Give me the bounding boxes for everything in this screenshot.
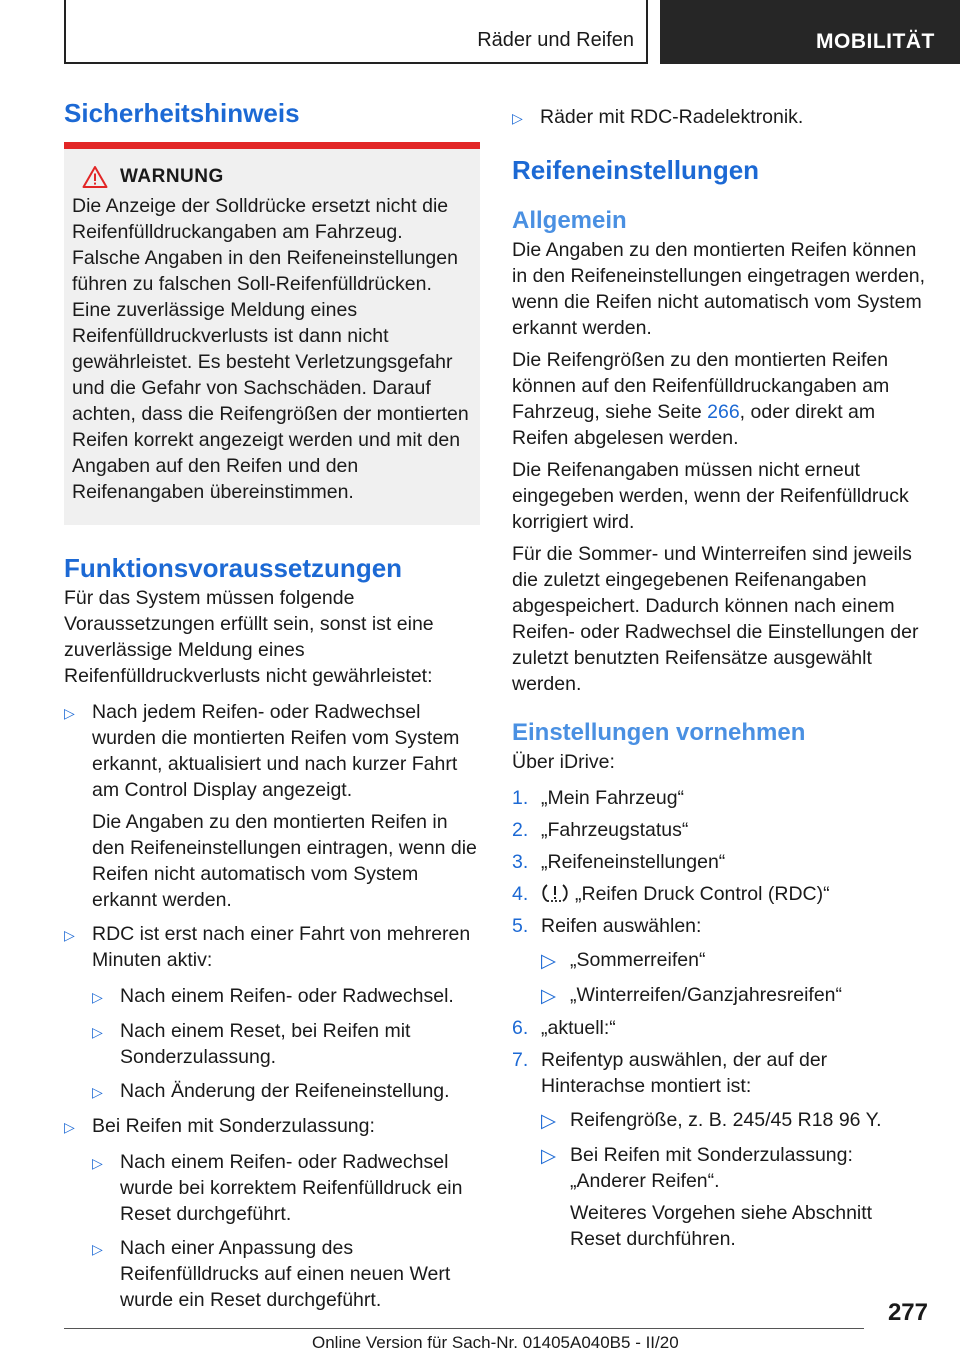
list-item (64, 699, 480, 913)
sub-list-item (541, 1142, 928, 1252)
step-item (512, 1015, 928, 1041)
bullet-text: Nach jedem Reifen- oder Radwechsel wurden die montierten Reifen vom System erkannt, aktualisiert und nach kurzer Fahrt am Control Display angezeigt. (92, 701, 460, 801)
sub-bullet-extra-text: Weiteres Vorgehen siehe Abschnitt Reset durchführen. (570, 1202, 873, 1250)
bullet-text: Räder mit RDC-Radelektronik. (540, 106, 804, 128)
sub-bullet-text: Nach einem Reifen- oder Radwechsel. (120, 985, 454, 1007)
requirements-intro: Für das System müssen folgende Voraussetzungen erfüllt sein, sonst ist eine zuverlässige Meldung eines Reifenfülldruckverlusts nicht gewährleistet: (64, 587, 434, 687)
bullet-text: Bei Reifen mit Sonderzulassung: (92, 1115, 375, 1137)
general-paragraph-2 (512, 347, 928, 451)
list-item (64, 1113, 480, 1313)
triangle-right-icon: ▷ (64, 1119, 75, 1135)
step-text: Reifen auswählen: (541, 915, 702, 937)
footer-text: Online Version für Sach-Nr. 01405A040B5 - II/20 (312, 1333, 679, 1352)
triangle-right-icon: ▷ (92, 1155, 103, 1171)
triangle-right-icon: ▷ (92, 1024, 103, 1040)
triangle-right-icon: ▷ (92, 1084, 103, 1100)
general-paragraph-4: Für die Sommer- und Winterreifen sind jeweils die zuletzt eingegebenen Reifenangaben abgespeichert. Dadurch können nach einem Reifen- oder Radwechsel die Einstellungen der zuletzt benutzten Reifensätze ausgewählt werden. (512, 543, 919, 695)
step-number: 3. (512, 851, 529, 873)
sub-bullet-text: Nach einer Anpassung des Reifenfülldrucks auf einen neuen Wert wurde ein Reset durchgeführt. (120, 1237, 451, 1311)
step-item (512, 785, 928, 811)
step-text: „Mein Fahrzeug“ (541, 787, 685, 809)
triangle-right-icon: ▷ (512, 110, 523, 126)
step-number: 2. (512, 819, 529, 841)
header-chapter-title: MOBILITÄT (816, 30, 935, 53)
bullet-extra-text: Die Angaben zu den montierten Reifen in den Reifeneinstellungen eintragen, wenn die Reifen nicht automatisch vom System erkannt werden. (92, 811, 477, 911)
sub-bullet-text: Bei Reifen mit Sonderzulassung: „Anderer Reifen“. (570, 1144, 853, 1192)
triangle-right-icon: ▷ (92, 989, 103, 1005)
list-item (64, 921, 480, 1105)
step-text: „Reifen Druck Control (RDC)“ (575, 883, 830, 905)
step-item (512, 913, 928, 1009)
paragraph-text: , oder direkt am Reifen abgelesen werden. (512, 401, 876, 449)
step-number: 7. (512, 1049, 529, 1071)
sub-list-item (92, 1018, 480, 1070)
warning-header (82, 165, 472, 189)
sub-list-item (92, 1149, 480, 1227)
sub-list-item (541, 982, 928, 1009)
step-number: 6. (512, 1017, 529, 1039)
step-item (512, 849, 928, 875)
general-paragraph-3: Die Reifenangaben müssen nicht erneut eingegeben werden, wenn der Reifenfülldruck korrigiert wird. (512, 459, 909, 533)
sub-list-item (92, 983, 480, 1010)
step-text: „Reifeneinstellungen“ (541, 851, 726, 873)
warning-bar (64, 142, 480, 149)
step-text: „Fahrzeugstatus“ (541, 819, 689, 841)
settings-intro: Über iDrive: (512, 751, 615, 773)
triangle-right-icon: ▷ (541, 985, 556, 1007)
sub-bullet-text: „Winterreifen/Ganzjahresreifen“ (570, 984, 843, 1006)
sub-list-item (92, 1235, 480, 1313)
requirements-heading: Funktionsvoraussetzungen (64, 553, 403, 583)
safety-heading: Sicherheitshinweis (64, 98, 300, 128)
triangle-right-icon: ▷ (541, 1145, 556, 1167)
triangle-right-icon: ▷ (64, 927, 75, 943)
tire-pressure-icon (541, 882, 569, 904)
sub-list-item (541, 1107, 928, 1134)
sub-bullet-text: „Sommerreifen“ (570, 949, 706, 971)
triangle-right-icon: ▷ (541, 1110, 556, 1132)
general-heading: Allgemein (512, 207, 627, 234)
step-number: 4. (512, 883, 529, 905)
sub-bullet-text: Nach einem Reset, bei Reifen mit Sonderzulassung. (120, 1020, 411, 1068)
triangle-right-icon: ▷ (92, 1241, 103, 1257)
step-item (512, 817, 928, 843)
list-item (512, 104, 928, 131)
warning-triangle-icon (82, 165, 108, 189)
left-column (64, 96, 480, 1313)
step-text: Reifentyp auswählen, der auf der Hinterachse montiert ist: (541, 1049, 828, 1097)
page-number: 277 (887, 1299, 928, 1326)
sub-bullet-text: Nach Änderung der Reifeneinstellung. (120, 1080, 450, 1102)
triangle-right-icon: ▷ (541, 950, 556, 972)
step-item (512, 1047, 928, 1252)
header-section-title: Räder und Reifen (477, 29, 634, 51)
paragraph-text: Die Reifengrößen zu den montierten Reifen können auf den Reifenfülldruckangaben am Fahrzeug, siehe Seite (512, 349, 890, 423)
warning-text: Die Anzeige der Solldrücke ersetzt nicht die Reifenfülldruckangaben am Fahrzeug. Falsche Angaben in den Reifeneinstellungen führen zu falschen Soll-Reifenfülldrücken. Eine zuverlässige Meldung eines Reifenfülldruckverlusts ist dann nicht gewährleistet. Es besteht Verletzungsgefahr und die Gefahr von Sachschäden. Darauf achten, dass die Reifengrößen der montierten Reifen korrekt angezeigt werden und mit den Angaben auf den Reifen und den Reifenangaben übereinstimmen. (72, 195, 469, 503)
warning-box (64, 149, 480, 525)
page-reference-link[interactable]: 266 (707, 401, 740, 423)
step-number: 5. (512, 915, 529, 937)
sub-bullet-text: Reifengröße, z. B. 245/45 R18 96 Y. (570, 1109, 882, 1131)
header-chapter-tab (660, 0, 960, 64)
footer-divider (64, 1328, 864, 1329)
step-number: 1. (512, 787, 529, 809)
step-text-with-icon (541, 881, 928, 907)
tire-settings-heading: Reifeneinstellungen (512, 155, 760, 185)
step-item (512, 881, 928, 907)
make-settings-heading: Einstellungen vornehmen (512, 719, 806, 746)
right-column (512, 104, 928, 1252)
general-paragraph-1: Die Angaben zu den montierten Reifen können in den Reifeneinstellungen eingetragen werden, wenn die Reifen nicht automatisch vom System erkannt werden. (512, 239, 926, 339)
header-section-box (64, 0, 648, 64)
bullet-text: RDC ist erst nach einer Fahrt von mehreren Minuten aktiv: (92, 923, 471, 971)
triangle-right-icon: ▷ (64, 705, 75, 721)
step-text: „aktuell:“ (541, 1017, 616, 1039)
sub-bullet-text: Nach einem Reifen- oder Radwechsel wurde bei korrektem Reifenfülldruck ein Reset durchgeführt. (120, 1151, 463, 1225)
sub-list-item (541, 947, 928, 974)
sub-list-item (92, 1078, 480, 1105)
warning-label: WARNUNG (120, 166, 224, 187)
